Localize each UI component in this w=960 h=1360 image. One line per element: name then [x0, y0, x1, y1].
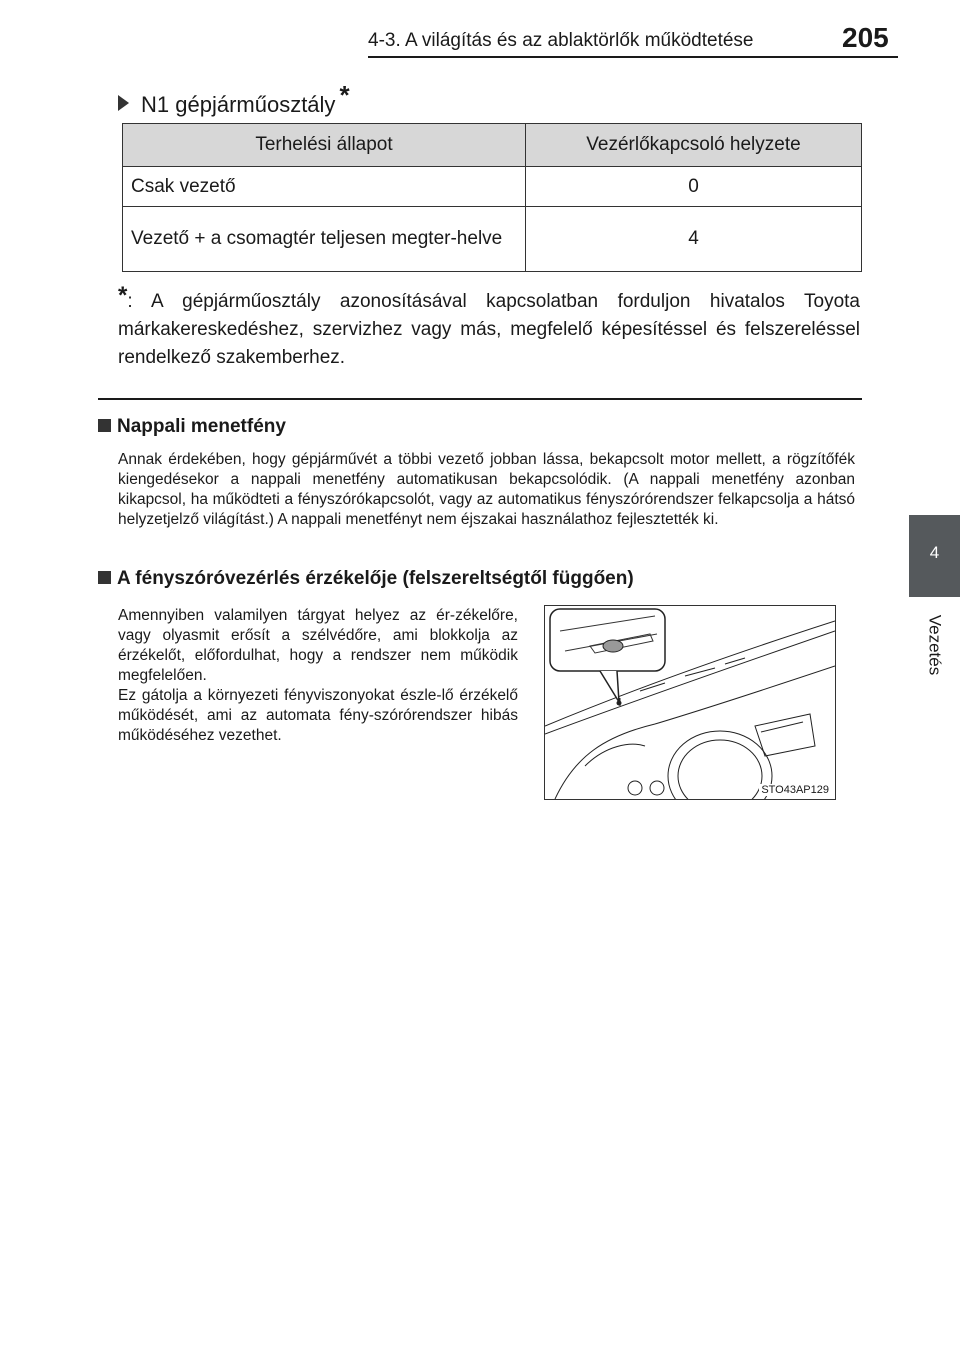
footnote-marker: * — [118, 282, 128, 309]
sensor-paragraph-1: Amennyiben valamilyen tárgyat helyez az ér-zékelőre, vagy olyasmit erősít a szélvédőre, ami blokkolja az érzékelőt, előfordulhat, hogy a rendszer nem működik megfelelően. — [118, 607, 518, 684]
table-cell-state: Csak vezető — [123, 167, 526, 207]
triangle-arrow-icon — [118, 95, 129, 111]
sensor-paragraph-2: Ez gátolja a környezeti fényviszonyokat észle-lő érzékelő működését, ami az automata fény-szórórendszer hibás működéséhez vezethet. — [118, 687, 518, 744]
table-header-row — [123, 124, 862, 167]
table-cell-position: 4 — [526, 207, 862, 272]
sensor-heading-text: A fényszóróvezérlés érzékelője (felszereltségtől függően) — [117, 568, 634, 589]
n1-heading-text: N1 gépjárműosztály — [141, 92, 336, 117]
sensor-paragraph — [118, 606, 518, 746]
table-cell-position: 0 — [526, 167, 862, 207]
load-table — [122, 123, 862, 272]
footnote-text: : A gépjárműosztály azonosításával kapcsolatban forduljon hivatalos Toyota márkakereskedéshez, szervizhez vagy más, megfelelő képesítéssel és felszereléssel rendelkező szakemberhez. — [118, 291, 860, 368]
footnote — [118, 282, 860, 372]
page-number: 205 — [842, 22, 889, 53]
figure-code: STO43AP129 — [761, 784, 829, 796]
table-header-position: Vezérlőkapcsoló helyzete — [526, 124, 862, 167]
n1-heading — [118, 80, 350, 118]
drl-heading-text: Nappali menetfény — [117, 416, 286, 437]
section-rule — [98, 398, 862, 400]
table-cell-state: Vezető + a csomagtér teljesen megter-helve — [123, 207, 526, 272]
chapter-tab — [909, 515, 960, 597]
sensor-heading — [98, 568, 634, 590]
square-bullet-icon — [98, 571, 111, 584]
table-row — [123, 167, 862, 207]
chapter-label-container — [909, 600, 960, 690]
page-header-title: 4-3. A világítás és az ablaktörlők működtetése — [368, 30, 754, 51]
square-bullet-icon — [98, 419, 111, 432]
drl-paragraph: Annak érdekében, hogy gépjárművét a többi vezető jobban lássa, bekapcsolt motor mellett, a rögzítőfék kiengedésekor a nappali menetfény automatikusan bekapcsolódik. (A nappali menetfény azonban kikapcsol, ha működteti a fényszórókapcsolót, vagy az automatikus fényszórórendszer felkapcsolja a hátsó helyzetjelző világítást.) A nappali menetfényt nem éjszakai használathoz fejlesztették ki. — [118, 451, 855, 528]
sensor-figure — [544, 605, 836, 800]
header-rule — [368, 56, 898, 58]
chapter-label: Vezetés — [925, 614, 945, 676]
n1-star: * — [339, 80, 350, 110]
chapter-number: 4 — [929, 543, 940, 562]
table-row — [123, 207, 862, 272]
table-header-state: Terhelési állapot — [123, 124, 526, 167]
drl-heading — [98, 416, 286, 438]
dashboard-illustration — [545, 606, 835, 799]
